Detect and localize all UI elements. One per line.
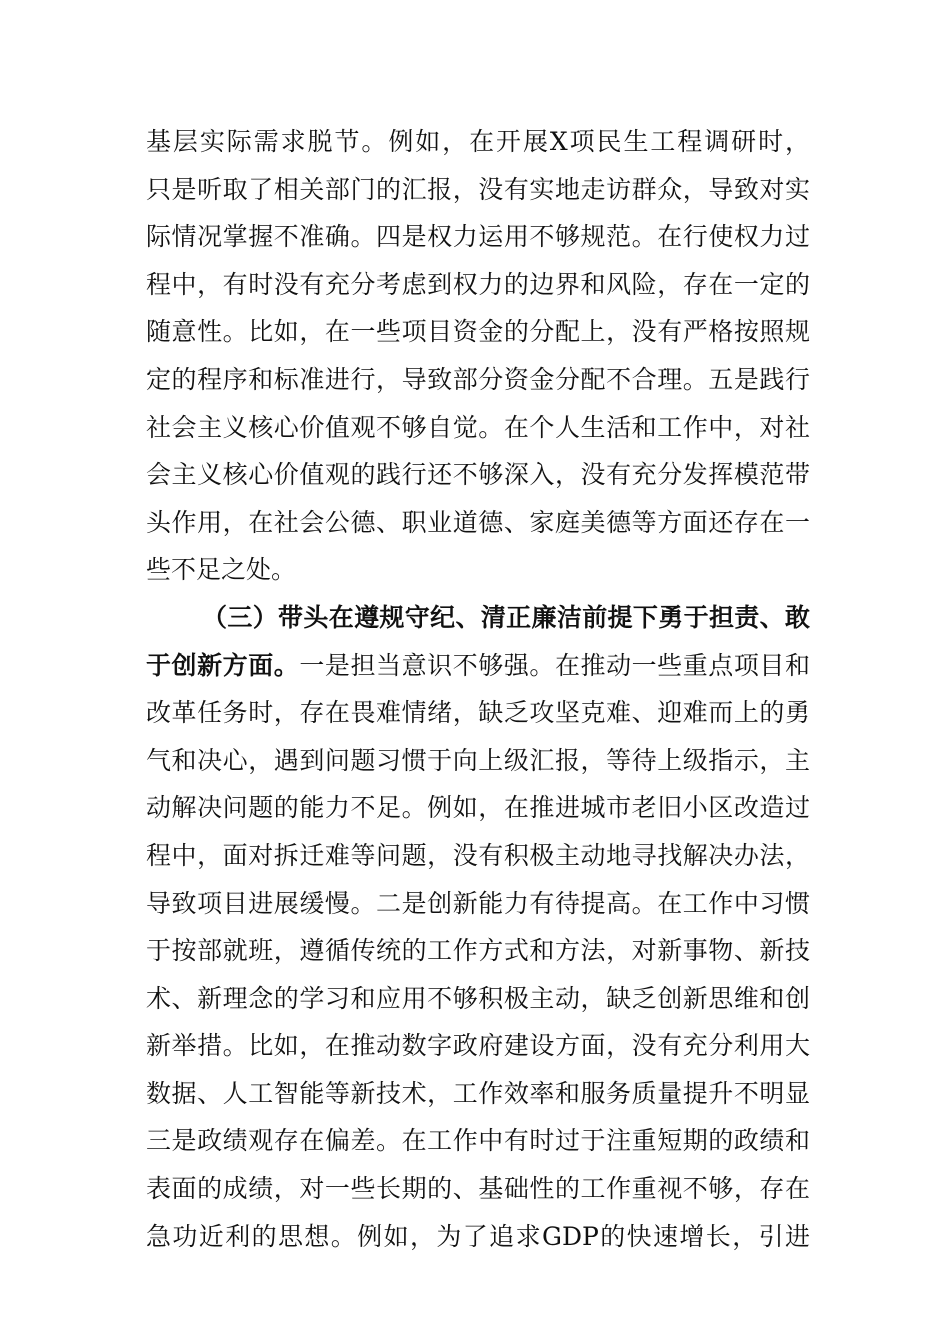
text-line — [146, 594, 810, 642]
text-line — [146, 1117, 810, 1165]
line-text: 基层实际需求脱节。例如，在开展X项民生工程调研时， — [146, 127, 810, 156]
line-text: 导致项目进展缓慢。二是创新能力有待提高。在工作中习惯 — [146, 888, 810, 918]
line-text: 只是听取了相关部门的汇报，没有实地走访群众，导致对实 — [146, 174, 810, 204]
text-line — [146, 832, 810, 880]
text-line — [146, 166, 810, 214]
line-text: 术、新理念的学习和应用不够积极主动，缺乏创新思维和创 — [146, 983, 810, 1013]
line-text: 数据、人工智能等新技术，工作效率和服务质量提升不明显 — [146, 1078, 810, 1108]
text-line — [146, 213, 810, 261]
line-text: 于按部就班，遵循传统的工作方式和方法，对新事物、新技 — [146, 936, 810, 966]
text-line — [146, 737, 810, 785]
line-text: 随意性。比如，在一些项目资金的分配上，没有严格按照规 — [146, 317, 810, 347]
text-line — [146, 404, 810, 452]
text-line — [146, 118, 810, 166]
text-line — [146, 1213, 810, 1261]
text-line — [146, 308, 810, 356]
text-line — [146, 451, 810, 499]
line-text: 头作用，在社会公德、职业道德、家庭美德等方面还存在一 — [146, 507, 810, 537]
line-text: 际情况掌握不准确。四是权力运用不够规范。在行使权力过 — [146, 222, 810, 252]
line-text: 社会主义核心价值观不够自觉。在个人生活和工作中，对社 — [146, 412, 810, 442]
text-line — [146, 356, 810, 404]
text-line — [146, 784, 810, 832]
line-text: 改革任务时，存在畏难情绪，缺乏攻坚克难、迎难而上的勇 — [146, 698, 810, 728]
line-text: 新举措。比如，在推动数字政府建设方面，没有充分利用大 — [146, 1031, 810, 1061]
line-text: 动解决问题的能力不足。例如，在推进城市老旧小区改造过 — [146, 793, 810, 823]
line-text: 定的程序和标准进行，导致部分资金分配不合理。五是践行 — [146, 364, 810, 394]
text-line — [146, 261, 810, 309]
text-line — [146, 975, 810, 1023]
body-text — [146, 118, 810, 1260]
text-line — [146, 1165, 810, 1213]
bold-heading-text: 于创新方面。 — [146, 650, 300, 680]
text-line — [146, 1070, 810, 1118]
line-text: 气和决心，遇到问题习惯于向上级汇报，等待上级指示，主 — [146, 745, 810, 775]
line-text: 三是政绩观存在偏差。在工作中有时过于注重短期的政绩和 — [146, 1126, 810, 1156]
text-line — [146, 1022, 810, 1070]
line-text: 一是担当意识不够强。在推动一些重点项目和 — [299, 650, 810, 680]
text-line — [146, 880, 810, 928]
line-text: 些不足之处。 — [146, 555, 297, 585]
line-text: 表面的成绩，对一些长期的、基础性的工作重视不够，存在 — [146, 1174, 810, 1204]
line-text: 程中，有时没有充分考虑到权力的边界和风险，存在一定的 — [146, 269, 810, 299]
line-text: 会主义核心价值观的践行还不够深入，没有充分发挥模范带 — [146, 460, 810, 490]
text-line — [146, 642, 810, 690]
line-text: 急功近利的思想。例如，为了追求GDP的快速增长，引进 — [146, 1221, 810, 1251]
line-text: 程中，面对拆迁难等问题，没有积极主动地寻找解决办法， — [146, 840, 810, 870]
text-line — [146, 689, 810, 737]
bold-heading-text: （三）带头在遵规守纪、清正廉洁前提下勇于担责、敢 — [202, 602, 810, 632]
text-line — [146, 546, 810, 594]
text-line — [146, 499, 810, 547]
text-line — [146, 927, 810, 975]
